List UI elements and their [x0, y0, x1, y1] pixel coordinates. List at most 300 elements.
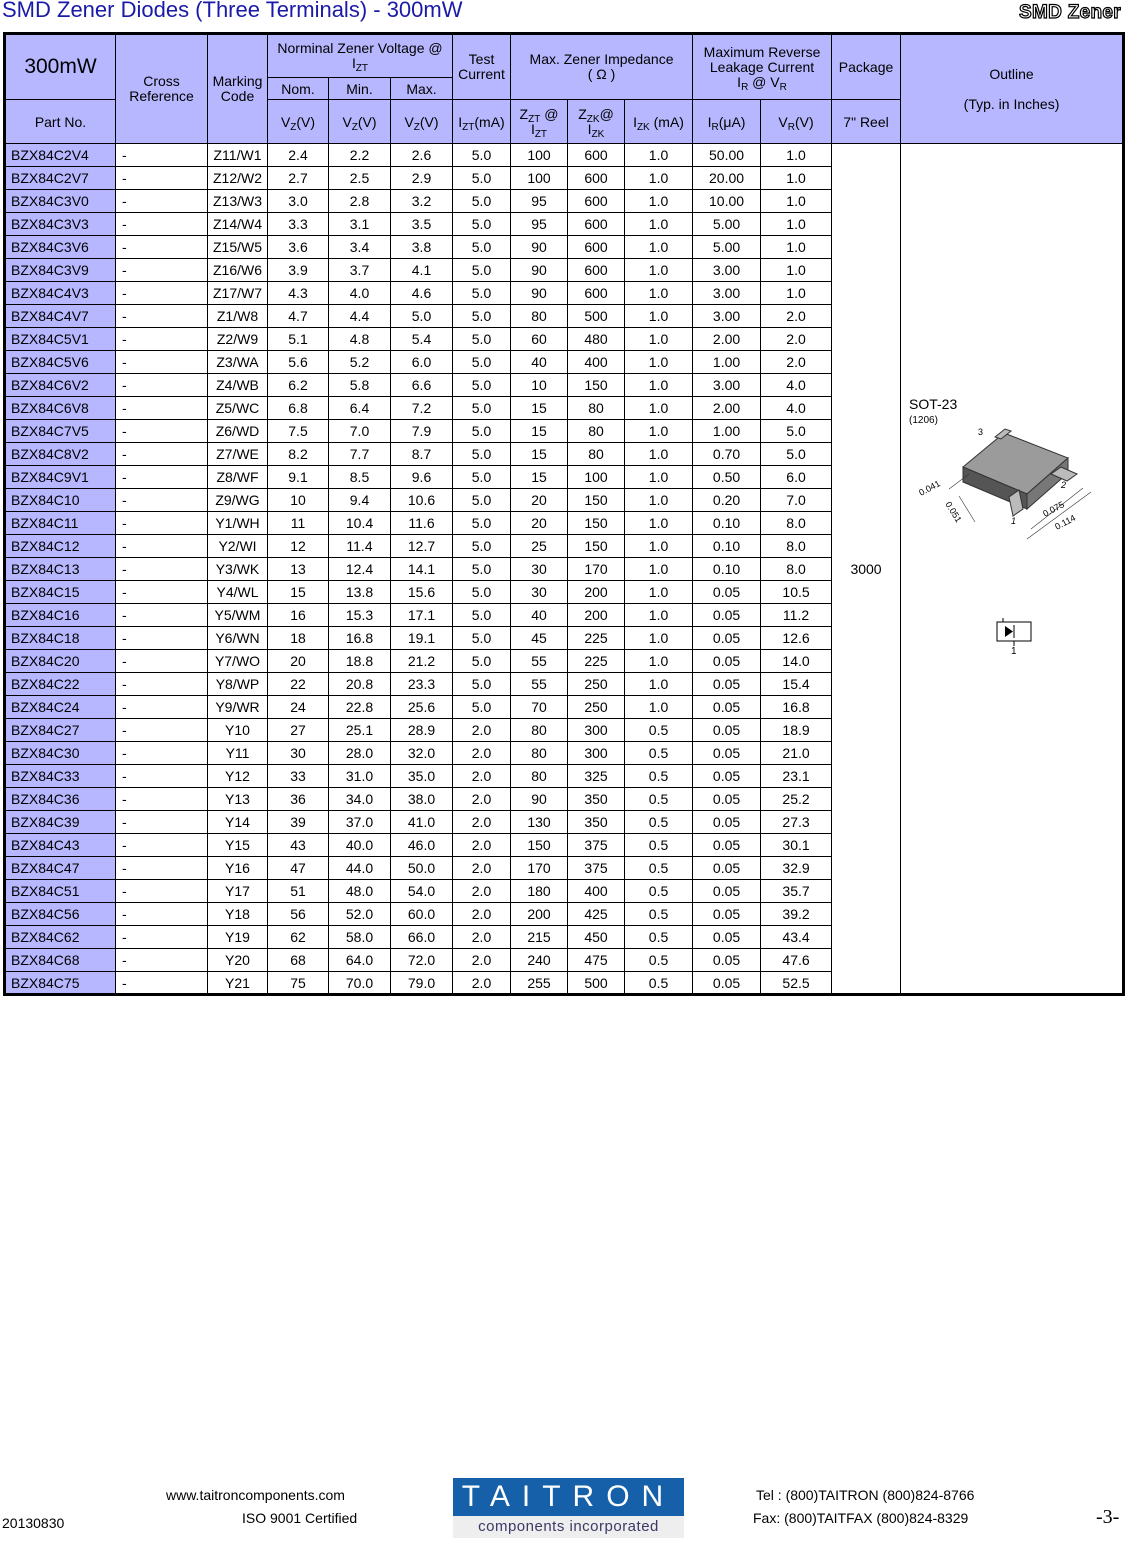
cell-cross-reference: - — [116, 236, 208, 259]
cell-vr: 21.0 — [761, 742, 832, 765]
cell-vz-min: 7.7 — [329, 443, 391, 466]
cell-vz-nom: 39 — [268, 811, 329, 834]
cell-izk: 1.0 — [625, 673, 693, 696]
cell-zzt: 30 — [511, 581, 568, 604]
page-number: -3- — [1096, 1506, 1120, 1528]
cell-vr: 2.0 — [761, 328, 832, 351]
cell-zzt: 150 — [511, 834, 568, 857]
cell-part-no: BZX84C39 — [5, 811, 116, 834]
cell-part-no: BZX84C3V3 — [5, 213, 116, 236]
cell-zzk: 350 — [568, 788, 625, 811]
cell-vz-nom: 3.6 — [268, 236, 329, 259]
logo-sub: components incorporated — [453, 1516, 684, 1538]
cell-vz-max: 66.0 — [391, 926, 453, 949]
cell-cross-reference: - — [116, 742, 208, 765]
cell-izk: 1.0 — [625, 627, 693, 650]
cell-vz-max: 12.7 — [391, 535, 453, 558]
cell-vr: 1.0 — [761, 144, 832, 167]
cell-izt: 2.0 — [453, 972, 511, 995]
cell-ir: 0.20 — [693, 489, 761, 512]
sym: V — [404, 113, 414, 130]
cell-izk: 1.0 — [625, 305, 693, 328]
cell-zzk: 150 — [568, 512, 625, 535]
cell-ir: 0.50 — [693, 466, 761, 489]
unit: (V) — [419, 113, 439, 130]
cell-izt: 5.0 — [453, 535, 511, 558]
cell-vz-min: 5.2 — [329, 351, 391, 374]
cell-cross-reference: - — [116, 420, 208, 443]
cell-zzk: 400 — [568, 880, 625, 903]
cell-zzt: 80 — [511, 305, 568, 328]
dim-0041: 0.041 — [917, 478, 942, 498]
sym-sub: ZT — [462, 121, 475, 133]
cell-cross-reference: - — [116, 903, 208, 926]
cell-ir: 0.10 — [693, 558, 761, 581]
cell-ir: 50.00 — [693, 144, 761, 167]
cell-izt: 2.0 — [453, 788, 511, 811]
cell-ir: 0.05 — [693, 811, 761, 834]
cell-cross-reference: - — [116, 949, 208, 972]
cell-part-no: BZX84C3V0 — [5, 190, 116, 213]
cell-vz-nom: 75 — [268, 972, 329, 995]
cell-zzk: 450 — [568, 926, 625, 949]
cell-vr: 35.7 — [761, 880, 832, 903]
cell-vr: 52.5 — [761, 972, 832, 995]
cell-part-no: BZX84C11 — [5, 512, 116, 535]
spec-table — [3, 32, 1125, 996]
cell-zzk: 150 — [568, 374, 625, 397]
cell-vr: 8.0 — [761, 535, 832, 558]
cell-vz-max: 2.9 — [391, 167, 453, 190]
cell-vz-min: 5.8 — [329, 374, 391, 397]
header-ir — [693, 100, 761, 144]
cell-vz-min: 12.4 — [329, 558, 391, 581]
cell-ir: 0.70 — [693, 443, 761, 466]
footer — [0, 1470, 1127, 1541]
cell-vz-nom: 13 — [268, 558, 329, 581]
cell-zzk: 300 — [568, 742, 625, 765]
sym-sub: ZK — [591, 128, 605, 140]
footer-iso: ISO 9001 Certified — [242, 1510, 358, 1526]
cell-marking-code: Y19 — [208, 926, 268, 949]
pin-3-label: 3 — [978, 427, 984, 437]
cell-marking-code: Z1/W8 — [208, 305, 268, 328]
cell-zzk: 80 — [568, 420, 625, 443]
cell-izt: 2.0 — [453, 903, 511, 926]
cell-izt: 5.0 — [453, 650, 511, 673]
sym: V — [342, 113, 352, 130]
cell-part-no: BZX84C47 — [5, 857, 116, 880]
header-impedance — [511, 34, 693, 100]
cell-marking-code: Z12/W2 — [208, 167, 268, 190]
cell-vr: 1.0 — [761, 167, 832, 190]
cell-vz-min: 25.1 — [329, 719, 391, 742]
cell-vz-min: 18.8 — [329, 650, 391, 673]
cell-marking-code: Z15/W5 — [208, 236, 268, 259]
cell-vz-max: 9.6 — [391, 466, 453, 489]
cell-ir: 0.05 — [693, 742, 761, 765]
cell-cross-reference: - — [116, 305, 208, 328]
symbol-pin-label: 1 — [1011, 646, 1017, 657]
cell-marking-code: Y20 — [208, 949, 268, 972]
pin-2-label: 2 — [1061, 480, 1067, 490]
cell-vz-min: 8.5 — [329, 466, 391, 489]
cell-vz-max: 35.0 — [391, 765, 453, 788]
cell-cross-reference: - — [116, 788, 208, 811]
cell-vr: 6.0 — [761, 466, 832, 489]
cell-vz-min: 15.3 — [329, 604, 391, 627]
sym: I — [707, 113, 712, 130]
cell-part-no: BZX84C20 — [5, 650, 116, 673]
cell-zzk: 350 — [568, 811, 625, 834]
cell-part-no: BZX84C43 — [5, 834, 116, 857]
cell-cross-reference: - — [116, 213, 208, 236]
cell-izt: 5.0 — [453, 420, 511, 443]
header-zzt — [511, 100, 568, 144]
cell-cross-reference: - — [116, 328, 208, 351]
cell-marking-code: Y3/WK — [208, 558, 268, 581]
cell-zzt: 100 — [511, 144, 568, 167]
cell-vz-max: 19.1 — [391, 627, 453, 650]
cell-ir: 0.05 — [693, 627, 761, 650]
cell-vz-min: 40.0 — [329, 834, 391, 857]
cell-vz-nom: 3.3 — [268, 213, 329, 236]
cell-part-no: BZX84C12 — [5, 535, 116, 558]
cell-part-no: BZX84C75 — [5, 972, 116, 995]
cell-vz-min: 7.0 — [329, 420, 391, 443]
cell-vr: 1.0 — [761, 259, 832, 282]
cell-vr: 1.0 — [761, 282, 832, 305]
cell-izk: 1.0 — [625, 696, 693, 719]
cell-vz-max: 50.0 — [391, 857, 453, 880]
cell-vz-max: 17.1 — [391, 604, 453, 627]
cell-cross-reference: - — [116, 190, 208, 213]
cell-marking-code: Z2/W9 — [208, 328, 268, 351]
unit: (V) — [794, 113, 814, 130]
cell-cross-reference: - — [116, 397, 208, 420]
cell-vz-min: 4.4 — [329, 305, 391, 328]
cell-ir: 0.05 — [693, 650, 761, 673]
cell-part-no: BZX84C22 — [5, 673, 116, 696]
cell-vz-nom: 2.4 — [268, 144, 329, 167]
cell-vz-min: 3.4 — [329, 236, 391, 259]
header-reel: 7" Reel — [832, 100, 901, 144]
cell-izk: 1.0 — [625, 650, 693, 673]
cell-izk: 1.0 — [625, 167, 693, 190]
cell-part-no: BZX84C27 — [5, 719, 116, 742]
dim-0051: 0.051 — [943, 499, 964, 525]
cell-izk: 1.0 — [625, 282, 693, 305]
cell-vz-min: 20.8 — [329, 673, 391, 696]
cell-vz-nom: 4.7 — [268, 305, 329, 328]
cell-zzk: 600 — [568, 213, 625, 236]
cell-vz-max: 4.6 — [391, 282, 453, 305]
cell-marking-code: Y10 — [208, 719, 268, 742]
cell-zzk: 200 — [568, 581, 625, 604]
sym: I — [633, 113, 637, 130]
cell-izk: 0.5 — [625, 949, 693, 972]
cell-izk: 0.5 — [625, 765, 693, 788]
cell-marking-code: Z7/WE — [208, 443, 268, 466]
header-nominal-voltage — [268, 34, 453, 78]
cell-vz-nom: 5.6 — [268, 351, 329, 374]
cell-cross-reference: - — [116, 489, 208, 512]
header-outline-text: Outline — [989, 65, 1034, 82]
cell-zzt: 90 — [511, 282, 568, 305]
cell-izk: 1.0 — [625, 190, 693, 213]
outline-name: SOT-23 — [909, 396, 958, 412]
cell-izk: 1.0 — [625, 374, 693, 397]
table-body — [5, 144, 1124, 995]
cell-zzk: 80 — [568, 443, 625, 466]
cell-marking-code: Z9/WG — [208, 489, 268, 512]
cell-zzk: 600 — [568, 236, 625, 259]
cell-izt: 5.0 — [453, 558, 511, 581]
cell-izt: 2.0 — [453, 926, 511, 949]
cell-zzk: 225 — [568, 650, 625, 673]
cell-vz-min: 6.4 — [329, 397, 391, 420]
cell-cross-reference: - — [116, 857, 208, 880]
cell-vz-min: 13.8 — [329, 581, 391, 604]
cell-zzt: 15 — [511, 397, 568, 420]
header-min: Min. — [329, 78, 391, 100]
cell-ir: 2.00 — [693, 328, 761, 351]
cell-marking-code: Y5/WM — [208, 604, 268, 627]
cell-vz-max: 4.1 — [391, 259, 453, 282]
cell-zzk: 375 — [568, 857, 625, 880]
cell-ir: 5.00 — [693, 213, 761, 236]
cell-marking-code: Z4/WB — [208, 374, 268, 397]
cell-marking-code: Y8/WP — [208, 673, 268, 696]
cell-vz-max: 32.0 — [391, 742, 453, 765]
cell-cross-reference: - — [116, 696, 208, 719]
unit: (mA) — [474, 113, 505, 130]
sym: V — [280, 113, 291, 130]
cell-zzt: 40 — [511, 604, 568, 627]
sym-sub: Z — [413, 121, 420, 133]
cell-part-no: BZX84C6V8 — [5, 397, 116, 420]
cell-part-no: BZX84C24 — [5, 696, 116, 719]
taitron-logo — [453, 1478, 684, 1540]
cell-vz-min: 16.8 — [329, 627, 391, 650]
cell-vz-max: 7.2 — [391, 397, 453, 420]
cell-izk: 0.5 — [625, 811, 693, 834]
cell-zzk: 480 — [568, 328, 625, 351]
cell-vz-min: 2.8 — [329, 190, 391, 213]
cell-vz-nom: 36 — [268, 788, 329, 811]
cell-vr: 10.5 — [761, 581, 832, 604]
header-part-no: Part No. — [5, 100, 116, 144]
header-leakage-text: Maximum Reverse Leakage Current — [703, 43, 821, 75]
cell-zzk: 375 — [568, 834, 625, 857]
cell-cross-reference: - — [116, 811, 208, 834]
cell-vr: 1.0 — [761, 190, 832, 213]
cell-zzk: 400 — [568, 351, 625, 374]
cell-zzt: 40 — [511, 351, 568, 374]
cell-vz-max: 23.3 — [391, 673, 453, 696]
cell-izk: 1.0 — [625, 328, 693, 351]
cell-izt: 5.0 — [453, 213, 511, 236]
cell-izt: 5.0 — [453, 466, 511, 489]
cell-cross-reference: - — [116, 765, 208, 788]
cell-izk: 0.5 — [625, 972, 693, 995]
outline-cell — [901, 144, 1124, 995]
cell-part-no: BZX84C56 — [5, 903, 116, 926]
sym: V — [778, 113, 788, 130]
cell-marking-code: Y21 — [208, 972, 268, 995]
cell-izt: 5.0 — [453, 190, 511, 213]
cell-zzt: 90 — [511, 236, 568, 259]
cell-vr: 8.0 — [761, 558, 832, 581]
header-izt — [453, 100, 511, 144]
cell-vz-max: 14.1 — [391, 558, 453, 581]
cell-izt: 5.0 — [453, 512, 511, 535]
cell-zzt: 80 — [511, 719, 568, 742]
cell-cross-reference: - — [116, 673, 208, 696]
cell-part-no: BZX84C2V7 — [5, 167, 116, 190]
cell-cross-reference: - — [116, 259, 208, 282]
cell-vz-nom: 27 — [268, 719, 329, 742]
cell-zzk: 170 — [568, 558, 625, 581]
cell-cross-reference: - — [116, 972, 208, 995]
cell-ir: 10.00 — [693, 190, 761, 213]
cell-zzt: 80 — [511, 765, 568, 788]
cell-cross-reference: - — [116, 351, 208, 374]
cell-vz-max: 28.9 — [391, 719, 453, 742]
cell-ir: 0.05 — [693, 834, 761, 857]
cell-marking-code: Z14/W4 — [208, 213, 268, 236]
cell-vr: 15.4 — [761, 673, 832, 696]
cell-zzt: 130 — [511, 811, 568, 834]
cell-ir: 0.05 — [693, 972, 761, 995]
cell-izt: 2.0 — [453, 834, 511, 857]
cell-cross-reference: - — [116, 880, 208, 903]
cell-izt: 5.0 — [453, 397, 511, 420]
cell-ir: 0.05 — [693, 696, 761, 719]
cell-vr: 4.0 — [761, 397, 832, 420]
header-power: 300mW — [5, 34, 116, 100]
header-vz-max — [391, 100, 453, 144]
cell-vz-min: 11.4 — [329, 535, 391, 558]
cell-zzk: 600 — [568, 190, 625, 213]
sym: I — [530, 120, 535, 137]
cell-zzt: 90 — [511, 259, 568, 282]
cell-vz-max: 3.5 — [391, 213, 453, 236]
cell-vz-min: 37.0 — [329, 811, 391, 834]
cell-vz-nom: 6.2 — [268, 374, 329, 397]
cell-vr: 18.9 — [761, 719, 832, 742]
cell-marking-code: Y17 — [208, 880, 268, 903]
cell-izt: 5.0 — [453, 696, 511, 719]
cell-vz-min: 3.1 — [329, 213, 391, 236]
cell-zzk: 100 — [568, 466, 625, 489]
cell-zzk: 200 — [568, 604, 625, 627]
cell-marking-code: Y6/WN — [208, 627, 268, 650]
cell-izt: 2.0 — [453, 811, 511, 834]
cell-part-no: BZX84C18 — [5, 627, 116, 650]
cell-izk: 1.0 — [625, 351, 693, 374]
cell-vr: 23.1 — [761, 765, 832, 788]
cell-part-no: BZX84C13 — [5, 558, 116, 581]
at: @ — [540, 105, 559, 122]
cell-vz-max: 38.0 — [391, 788, 453, 811]
cell-vz-nom: 10 — [268, 489, 329, 512]
unit: (μA) — [718, 113, 746, 130]
cell-vr: 4.0 — [761, 374, 832, 397]
cell-cross-reference: - — [116, 926, 208, 949]
cell-part-no: BZX84C30 — [5, 742, 116, 765]
cell-vr: 5.0 — [761, 443, 832, 466]
cell-izk: 0.5 — [625, 788, 693, 811]
cell-vz-nom: 2.7 — [268, 167, 329, 190]
cell-marking-code: Y7/WO — [208, 650, 268, 673]
unit: (V) — [296, 113, 316, 130]
cell-vz-max: 2.6 — [391, 144, 453, 167]
cell-vz-max: 41.0 — [391, 811, 453, 834]
cell-izt: 2.0 — [453, 880, 511, 903]
cell-cross-reference: - — [116, 604, 208, 627]
cell-vz-min: 70.0 — [329, 972, 391, 995]
cell-ir: 3.00 — [693, 374, 761, 397]
cell-marking-code: Z13/W3 — [208, 190, 268, 213]
cell-izt: 2.0 — [453, 742, 511, 765]
cell-izk: 1.0 — [625, 466, 693, 489]
cell-vz-min: 44.0 — [329, 857, 391, 880]
cell-zzk: 150 — [568, 489, 625, 512]
cell-ir: 0.05 — [693, 926, 761, 949]
unit: (V) — [357, 113, 377, 130]
cell-cross-reference: - — [116, 374, 208, 397]
cell-marking-code: Z6/WD — [208, 420, 268, 443]
cell-ir: 0.05 — [693, 719, 761, 742]
cell-vr: 1.0 — [761, 236, 832, 259]
cell-zzt: 25 — [511, 535, 568, 558]
cell-cross-reference: - — [116, 167, 208, 190]
cell-marking-code: Z11/W1 — [208, 144, 268, 167]
cell-cross-reference: - — [116, 558, 208, 581]
cell-zzk: 300 — [568, 719, 625, 742]
header-outline-units: (Typ. in Inches) — [963, 95, 1060, 112]
cell-cross-reference: - — [116, 282, 208, 305]
cell-vr: 7.0 — [761, 489, 832, 512]
header-izk — [625, 100, 693, 144]
cell-ir: 0.05 — [693, 880, 761, 903]
cell-vr: 11.2 — [761, 604, 832, 627]
cell-vz-nom: 4.3 — [268, 282, 329, 305]
cell-vz-max: 7.9 — [391, 420, 453, 443]
cell-vz-nom: 22 — [268, 673, 329, 696]
cell-vz-nom: 62 — [268, 926, 329, 949]
cell-marking-code: Y15 — [208, 834, 268, 857]
cell-zzt: 55 — [511, 673, 568, 696]
footer-date: 20130830 — [2, 1515, 65, 1531]
cell-vz-max: 60.0 — [391, 903, 453, 926]
cell-vz-max: 3.2 — [391, 190, 453, 213]
footer-website[interactable]: www.taitroncomponents.com — [166, 1487, 345, 1503]
cell-vz-min: 9.4 — [329, 489, 391, 512]
cell-vz-nom: 24 — [268, 696, 329, 719]
footer-tel: Tel : (800)TAITRON (800)824-8766 — [756, 1487, 975, 1503]
header-zzk — [568, 100, 625, 144]
cell-izk: 0.5 — [625, 926, 693, 949]
cell-vz-nom: 43 — [268, 834, 329, 857]
cell-marking-code: Y11 — [208, 742, 268, 765]
cell-zzk: 150 — [568, 535, 625, 558]
cell-vz-min: 3.7 — [329, 259, 391, 282]
cell-vz-min: 2.2 — [329, 144, 391, 167]
cell-marking-code: Z17/W7 — [208, 282, 268, 305]
cell-part-no: BZX84C9V1 — [5, 466, 116, 489]
